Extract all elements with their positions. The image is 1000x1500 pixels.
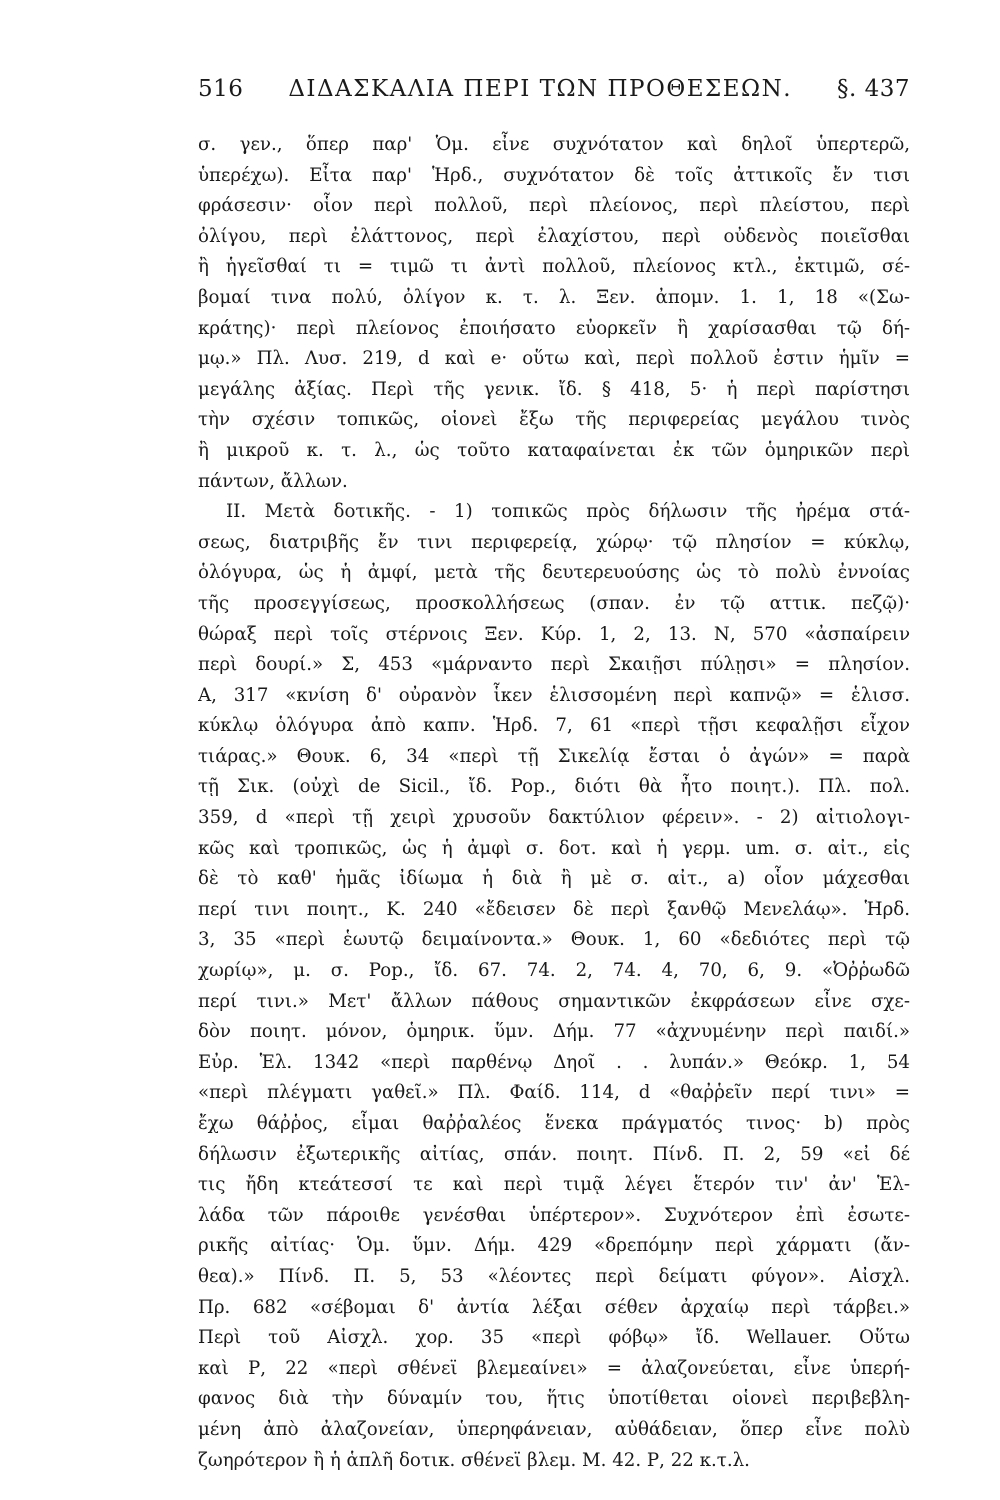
text-line: ὑπερέχω). Εἶτα παρ' Ἡρδ., συχνότατον δὲ τοῖς ἀττικοῖς ἔν τισι: [198, 164, 910, 186]
text-line: Α, 317 «κνίση δ' οὐρανὸν ἷκεν ἑλισσομένη περὶ καπνῷ» = ἑλισσ.: [198, 684, 910, 706]
text-line: περί τινι ποιητ., Κ. 240 «ἔδεισεν δὲ περὶ ξανθῷ Μενελάῳ». Ἡρδ.: [198, 898, 910, 920]
text-line: «περὶ πλέγματι γαθεῖ.» Πλ. Φαίδ. 114, d «θαῤῥεῖν περί τινι» =: [198, 1082, 910, 1104]
text-line: περὶ δουρί.» Σ, 453 «μάρναντο περὶ Σκαιῇσι πύλῃσι» = πλησίον.: [198, 654, 910, 676]
text-line: μεγάλης ἀξίας. Περὶ τῆς γενικ. ἴδ. § 418, 5· ἡ περὶ παρίστησι: [198, 378, 910, 400]
text-line: τὴν σχέσιν τοπικῶς, οἱονεὶ ἔξω τῆς περιφερείας μεγάλου τινὸς: [198, 409, 910, 431]
text-line: περί τινι.» Μετ' ἄλλων πάθους σημαντικῶν ἐκφράσεων εἶνε σχε-: [198, 990, 910, 1012]
text-line: δὸν ποιητ. μόνον, ὁμηρικ. ὕμν. Δήμ. 77 «ἀχνυμένην περὶ παιδί.»: [198, 1021, 910, 1043]
text-line: φανος διὰ τὴν δύναμίν του, ἥτις ὑποτίθεται οἱονεὶ περιβεβλη-: [198, 1388, 910, 1410]
text-line: σ. γεν., ὅπερ παρ' Ὁμ. εἶνε συχνότατον καὶ δηλοῖ ὑπερτερῶ,: [198, 134, 910, 155]
running-head: [198, 76, 910, 120]
text-line: ρικῆς αἰτίας· Ὁμ. ὕμν. Δήμ. 429 «δρεπόμην περὶ χάρματι (ἄν-: [198, 1235, 910, 1257]
text-line: Πρ. 682 «σέβομαι δ' ἀντία λέξαι σέθεν ἀρχαίῳ περὶ τάρβει.»: [198, 1296, 910, 1318]
text-line: ἢ μικροῦ κ. τ. λ., ὡς τοῦτο καταφαίνεται ἐκ τῶν ὁμηρικῶν περὶ: [198, 439, 910, 461]
paragraph-2: [198, 497, 910, 1476]
text-line: δήλωσιν ἐξωτερικῆς αἰτίας, σπάν. ποιητ. Πίνδ. Π. 2, 59 «εἰ δέ: [198, 1143, 910, 1165]
text-line: καὶ Ρ, 22 «περὶ σθένεϊ βλεμεαίνει» = ἀλαζονεύεται, εἶνε ὑπερή-: [198, 1357, 910, 1379]
text-line: ζωηρότερον ἢ ἡ ἁπλῆ δοτικ. σθένεϊ βλεμ. Μ. 42. Ρ, 22 κ.τ.λ.: [198, 1449, 750, 1471]
text-line: κράτης)· περὶ πλείονος ἐποιήσατο εὐορκεῖν ἢ χαρίσασθαι τῷ δή-: [198, 317, 910, 339]
section-number: §. 437: [836, 76, 910, 102]
book-page: [198, 76, 910, 1476]
text-line: 3, 35 «περὶ ἑωυτῷ δειμαίνοντα.» Θουκ. 1, 60 «δεδιότες περὶ τῷ: [198, 929, 910, 951]
text-line: μένη ἀπὸ ἀλαζονείαν, ὑπερηφάνειαν, αὐθάδειαν, ὅπερ εἶνε πολὺ: [198, 1418, 910, 1440]
text-line: τῆς προσεγγίσεως, προσκολλήσεως (σπαν. ἐν τῷ αττικ. πεζῷ)·: [198, 592, 910, 614]
page-title: ΔΙΔΑΣΚΑΛΙΑ ΠΕΡΙ ΤΩΝ ΠΡΟΘΕΣΕΩΝ.: [288, 76, 793, 102]
text-line: χωρίῳ», μ. σ. Pop., ἴδ. 67. 74. 2, 74. 4, 70, 6, 9. «Ὀῤῥωδῶ: [198, 960, 910, 982]
text-line: θεα).» Πίνδ. Π. 5, 53 «λέοντες περὶ δείματι φύγον». Αἰσχλ.: [198, 1265, 910, 1287]
text-line: 359, d «περὶ τῇ χειρὶ χρυσοῦν δακτύλιον φέρειν». - 2) αἰτιολογι-: [198, 807, 910, 829]
text-line: δὲ τὸ καθ' ἡμᾶς ἰδίωμα ἡ διὰ ἢ μὲ σ. αἰτ., a) οἷον μάχεσθαι: [198, 868, 910, 890]
text-line: ὁλόγυρα, ὡς ἡ ἀμφί, μετὰ τῆς δευτερευούσης ὡς τὸ πολὺ ἐννοίας: [198, 562, 910, 584]
text-line: τῇ Σικ. (οὐχὶ de Sicil., ἴδ. Pop., διότι θὰ ἦτο ποιητ.). Πλ. πολ.: [198, 776, 910, 798]
text-line: κῶς καὶ τροπικῶς, ὡς ἡ ἀμφὶ σ. δοτ. καὶ ἡ γερμ. um. σ. αἰτ., εἰς: [198, 837, 910, 859]
text-line: θώραξ περὶ τοῖς στέρνοις Ξεν. Κύρ. 1, 2, 13. Ν, 570 «ἀσπαίρειν: [198, 623, 910, 645]
text-line: πάντων, ἄλλων.: [198, 470, 348, 492]
text-line: λάδα τῶν πάροιθε γενέσθαι ὑπέρτερον». Συχνότερον ἐπὶ ἐσωτε-: [198, 1204, 910, 1226]
body-text: [198, 130, 910, 1476]
page-number: 516: [198, 76, 244, 102]
text-line: τιάρας.» Θουκ. 6, 34 «περὶ τῇ Σικελίᾳ ἔσται ὁ ἀγών» = παρὰ: [198, 745, 910, 767]
paragraph-1: [198, 130, 910, 497]
text-line: Περὶ τοῦ Αἰσχλ. χορ. 35 «περὶ φόβῳ» ἴδ. Wellauer. Οὕτω: [198, 1327, 910, 1349]
text-line: μῳ.» Πλ. Λυσ. 219, d καὶ e· οὕτω καὶ, περὶ πολλοῦ ἐστιν ἡμῖν =: [198, 348, 910, 370]
text-line: ΙΙ. Μετὰ δοτικῆς. - 1) τοπικῶς πρὸς δήλωσιν τῆς ἠρέμα στά-: [226, 501, 910, 523]
text-line: κύκλῳ ὁλόγυρα ἀπὸ καπν. Ἡρδ. 7, 61 «περὶ τῇσι κεφαλῇσι εἶχον: [198, 715, 910, 737]
text-line: τις ἤδη κτεάτεσσί τε καὶ περὶ τιμᾷ λέγει ἕτερόν τιν' ἀν' Ἑλ-: [198, 1174, 910, 1196]
text-line: ὀλίγου, περὶ ἐλάττονος, περὶ ἐλαχίστου, περὶ οὐδενὸς ποιεῖσθαι: [198, 225, 910, 247]
text-line: ἔχω θάῤῥος, εἶμαι θαῤῥαλέος ἕνεκα πράγματός τινος· b) πρὸς: [198, 1113, 910, 1134]
text-line: φράσεσιν· οἷον περὶ πολλοῦ, περὶ πλείονος, περὶ πλείστου, περὶ: [198, 195, 910, 217]
text-line: Εὐρ. Ἑλ. 1342 «περὶ παρθένῳ Δηοῖ . . λυπάν.» Θεόκρ. 1, 54: [198, 1051, 910, 1073]
text-line: βομαί τινα πολύ, ὀλίγον κ. τ. λ. Ξεν. ἀπομν. 1. 1, 18 «(Σω-: [198, 286, 910, 308]
text-line: ἢ ἡγεῖσθαί τι = τιμῶ τι ἀντὶ πολλοῦ, πλείονος κτλ., ἐκτιμῶ, σέ-: [198, 256, 910, 278]
text-line: σεως, διατριβῆς ἔν τινι περιφερείᾳ, χώρῳ· τῷ πλησίον = κύκλῳ,: [198, 531, 910, 553]
